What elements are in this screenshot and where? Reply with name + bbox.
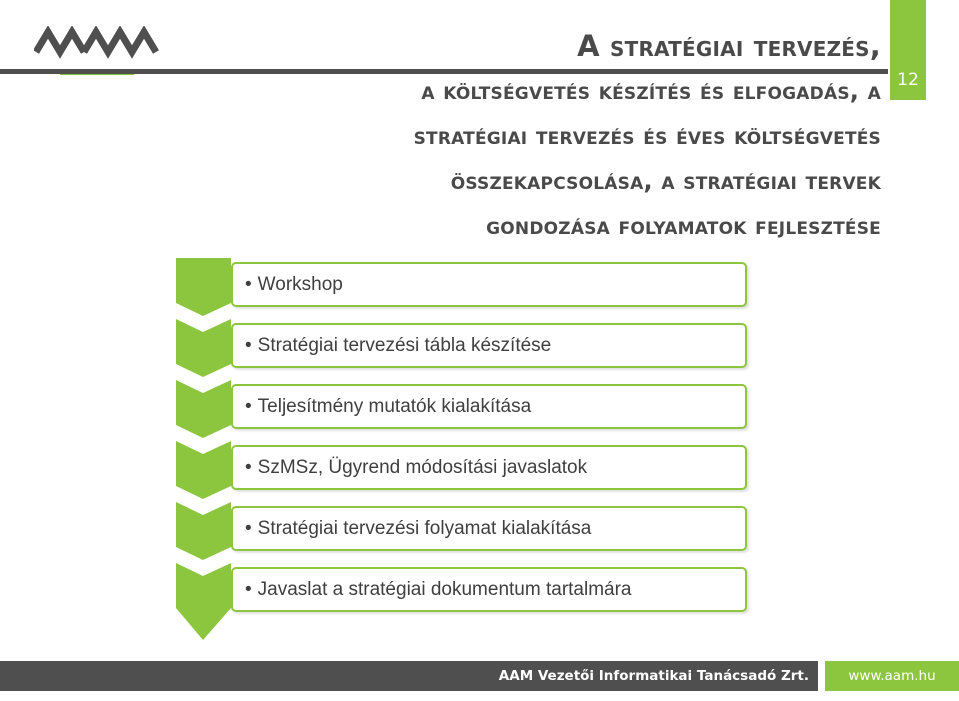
bullet: •	[245, 334, 252, 356]
list-item	[231, 262, 747, 307]
footer-bar	[0, 661, 959, 691]
list-item	[231, 384, 747, 429]
footer-company: AAM Vezetői Informatikai Tanácsadó Zrt.	[498, 668, 809, 684]
title-line-3: stratégiai tervezés és éves költségvetés	[413, 122, 881, 150]
page-number: 12	[897, 70, 919, 90]
title-line-4: összekapcsolása, a stratégiai tervek	[450, 167, 881, 195]
chevron-strip	[176, 258, 236, 643]
list-item-text: Workshop	[257, 273, 343, 295]
bullet: •	[245, 456, 252, 478]
list-item-text: Stratégiai tervezési tábla készítése	[257, 334, 552, 356]
list-item-text: Javaslat a stratégiai dokumentum tartalmára	[257, 578, 632, 600]
title-line-5: gondozása folyamatok fejlesztése	[486, 212, 881, 240]
list-item-text: Stratégiai tervezési folyamat kialakítása	[257, 517, 592, 539]
chevron-arrow-1	[176, 258, 231, 316]
chevron-arrow-6	[176, 563, 231, 640]
page-title	[181, 24, 881, 249]
list-item	[231, 567, 747, 612]
chevron-arrow-2	[176, 319, 231, 377]
chevron-arrow-3	[176, 380, 231, 438]
footer-separator	[818, 661, 825, 691]
chevron-arrow-4	[176, 441, 231, 499]
bullet: •	[245, 578, 252, 600]
list-item-text: Teljesítmény mutatók kialakítása	[257, 395, 532, 417]
list-item	[231, 506, 747, 551]
list-item	[231, 323, 747, 368]
title-line-2: a költségvetés készítés és elfogadás, a	[421, 77, 881, 105]
bullet: •	[245, 517, 252, 539]
list-item	[231, 445, 747, 490]
list-item-text: SzMSz, Ügyrend módosítási javaslatok	[257, 456, 588, 478]
bullet: •	[245, 273, 252, 295]
bullet: •	[245, 395, 252, 417]
chevron-arrow-5	[176, 502, 231, 560]
footer-url-link[interactable]: www.aam.hu	[825, 661, 959, 691]
title-line-1: A stratégiai tervezés,	[577, 29, 881, 63]
